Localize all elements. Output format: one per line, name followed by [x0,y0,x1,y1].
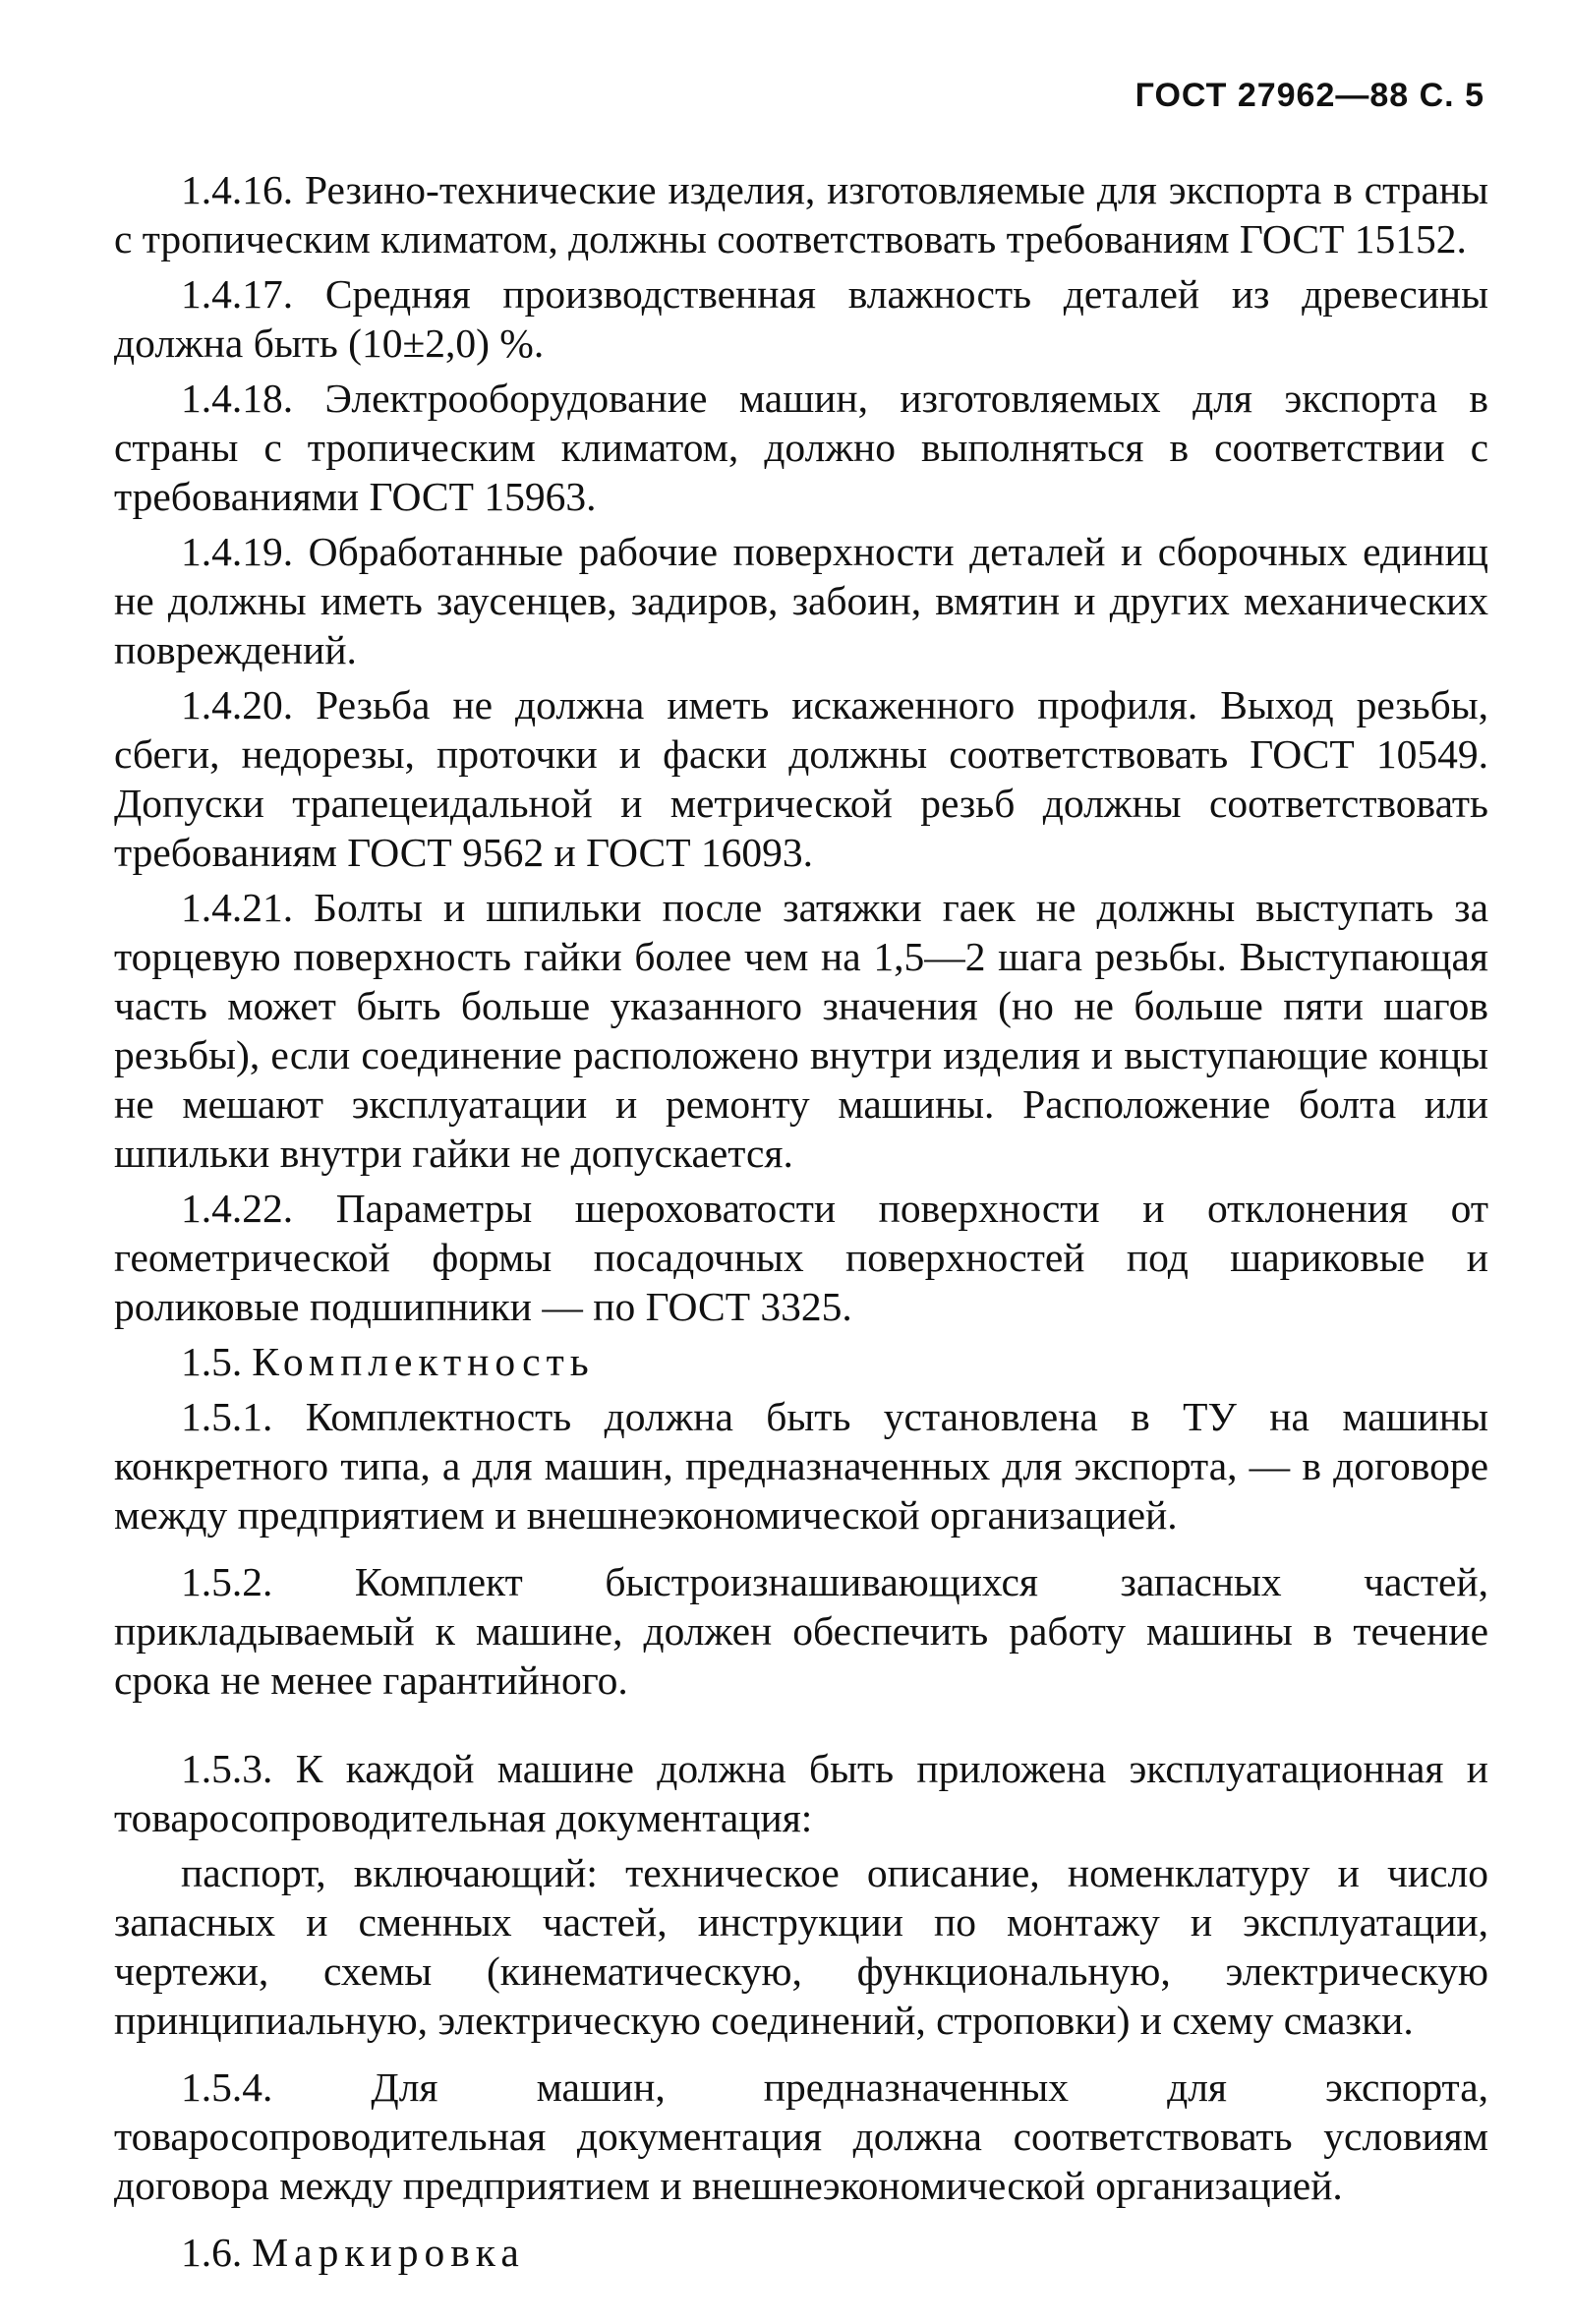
clause-1-5-2: 1.5.2. Комплект быстроизнашивающихся запасных частей, прикладываемый к машине, должен обеспечить работу машины в течение срока не менее гарантийного. [114,1559,1488,1703]
section-title: Маркировка [252,2230,525,2275]
section-number: 1.5. [181,1339,243,1384]
clause-1-5-3: 1.5.3. К каждой машине должна быть приложена эксплуатационная и товаросопроводительная документация: [114,1746,1488,1840]
section-number: 1.6. [181,2230,243,2275]
clause-1-4-22: 1.4.22. Параметры шероховатости поверхности и отклонения от геометрической формы посадочных поверхностей под шариковые и роликовые подшипники — по ГОСТ 3325. [114,1186,1488,1329]
section-title: Комплектность [252,1339,595,1384]
section-heading-1-6 [114,2228,1488,2277]
clause-1-4-21: 1.4.21. Болты и шпильки после затяжки гаек не должны выступать за торцевую поверхность гайки более чем на 1,5—2 шага резьбы. Выступающая часть может быть больше указанного значения (но не больше пяти шагов резьбы), если соединение расположено внутри изделия и выступающие концы не мешают эксплуатации и ремонту машины. Расположение болта или шпильки внутри гайки не допускается. [114,885,1488,1176]
clause-1-4-18: 1.4.18. Электрооборудование машин, изготовляемых для экспорта в страны с тропическим климатом, должно выполняться в соответствии с требованиями ГОСТ 15963. [114,376,1488,519]
page-header: ГОСТ 27962—88 С. 5 [1135,77,1484,114]
clause-1-4-20: 1.4.20. Резьба не должна иметь искаженного профиля. Выход резьбы, сбеги, недорезы, проточки и фаски должны соответствовать ГОСТ 10549. Допуски трапецеидальной и метрической резьб должны соответствовать требованиям ГОСТ 9562 и ГОСТ 16093. [114,682,1488,875]
clause-1-4-17: 1.4.17. Средняя производственная влажность деталей из древесины должна быть (10±2,0) %. [114,271,1488,366]
clause-1-5-1: 1.5.1. Комплектность должна быть установлена в ТУ на машины конкретного типа, а для машин, предназначенных для экспорта, — в договоре между предприятием и внешнеэкономической организацией. [114,1394,1488,1538]
clause-1-4-16: 1.4.16. Резино-технические изделия, изготовляемые для экспорта в страны с тропическим климатом, должны соответствовать требованиям ГОСТ 15152. [114,167,1488,261]
clause-1-5-4: 1.5.4. Для машин, предназначенных для экспорта, товаросопроводительная документация должна соответствовать условиям договора между предприятием и внешнеэкономической организацией. [114,2064,1488,2208]
document-body [114,165,1488,2277]
section-heading-1-5 [114,1337,1488,1386]
clause-1-5-3-list: паспорт, включающий: техническое описание, номенклатуру и число запасных и сменных частей, инструкции по монтажу и эксплуатации, чертежи, схемы (кинематическую, функциональную, электрическую принципиальную, электрическую соединений, строповки) и схему смазки. [114,1850,1488,2043]
clause-1-4-19: 1.4.19. Обработанные рабочие поверхности деталей и сборочных единиц не должны иметь заусенцев, задиров, забоин, вмятин и других механических повреждений. [114,529,1488,672]
